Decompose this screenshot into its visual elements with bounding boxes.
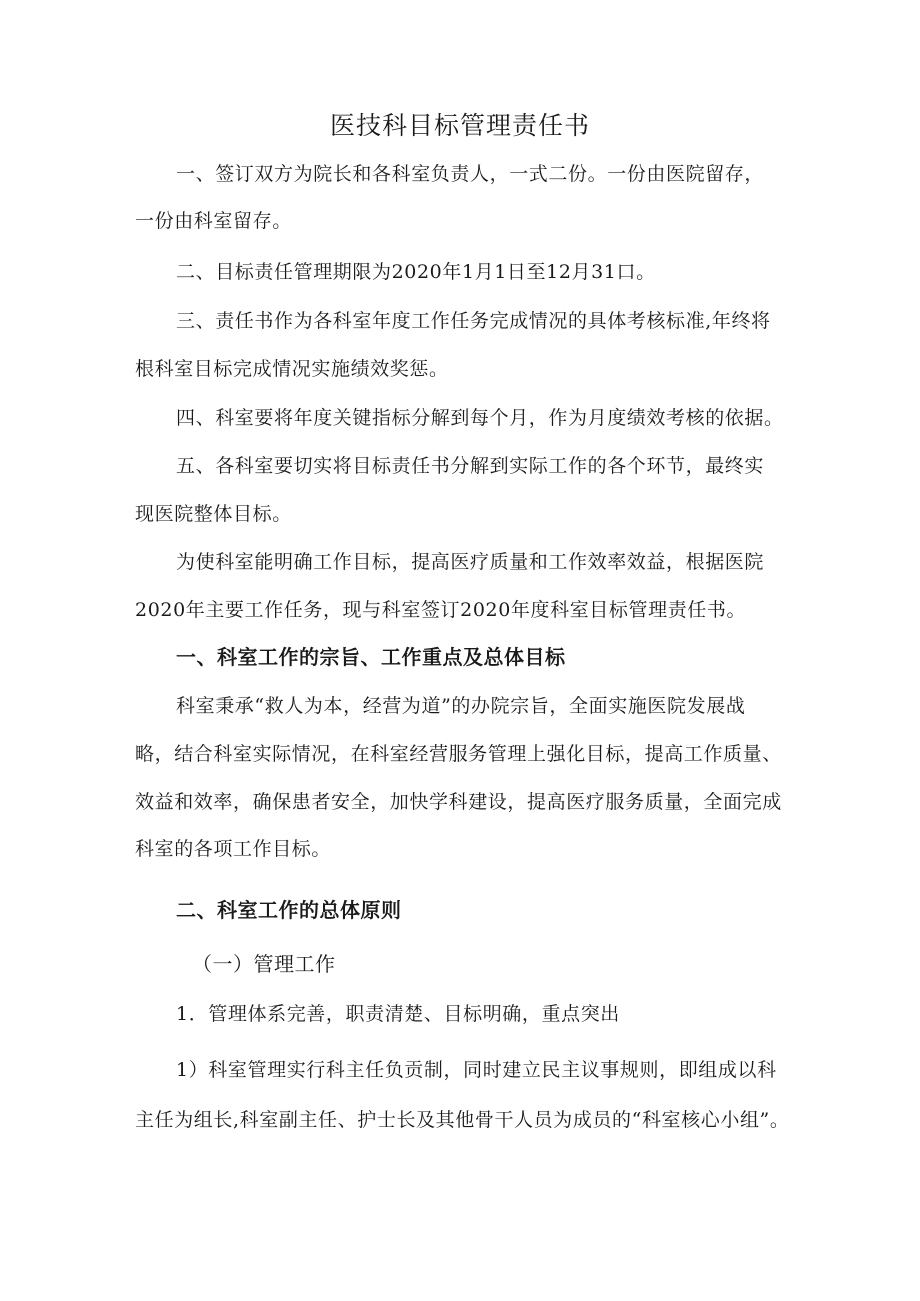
paragraph-line: 根科室目标完成情况实施绩效奖惩。 (135, 358, 449, 380)
subsection-heading: （一）管理工作 (192, 952, 336, 976)
paragraph-line: 为使科室能明确工作目标，提高医疗质量和工作效率效益，根据医院 (176, 551, 765, 573)
paragraph-line: 2020年主要工作任务，现与科室签订2020年度科室目标管理责任书。 (135, 599, 747, 621)
paragraph-line: 科室秉承“救人为本，经营为道”的办院宗旨，全面实施医院发展战 (176, 695, 746, 717)
paragraph-line: 三、责任书作为各科室年度工作任务完成情况的具体考核标准,年终将 (176, 310, 771, 332)
section-heading: 一、科室工作的宗旨、工作重点及总体目标 (176, 645, 566, 669)
paragraph-line: 主任为组长,科室副主任、护士长及其他骨干人员为成员的“科室核心小组”。 (135, 1109, 790, 1131)
document-title: 医技科目标管理责任书 (329, 111, 590, 140)
paragraph-line: 一份由科室留存。 (135, 210, 292, 232)
section-heading: 二、科室工作的总体原则 (176, 898, 402, 922)
list-item: 1．管理体系完善，职责清楚、目标明确，重点突出 (176, 1003, 620, 1025)
paragraph-line: 略，结合科室实际情况，在科室经营服务管理上强化目标，提高工作质量、 (135, 743, 782, 765)
paragraph-line: 一、签订双方为院长和各科室负责人，一式二份。一份由医院留存， (176, 163, 765, 185)
paragraph-line: 二、目标责任管理期限为2020年1月1日至12月31口。 (176, 261, 656, 283)
paragraph-line: 1）科室管理实行科主任负贡制，同时建立民主议事规则，即组成以科 (176, 1059, 777, 1081)
paragraph-line: 四、科室要将年度关键指标分解到每个月，作为月度绩效考核的依据。 (176, 407, 784, 429)
paragraph-line: 科室的各项工作目标。 (135, 838, 332, 860)
paragraph-line: 五、各科室要切实将目标责任书分解到实际工作的各个环节，最终实 (176, 455, 765, 477)
paragraph-line: 现医院整体目标。 (135, 503, 292, 525)
paragraph-line: 效益和效率，确保患者安全，加快学科建设，提高医疗服务质量，全面完成 (135, 791, 782, 813)
